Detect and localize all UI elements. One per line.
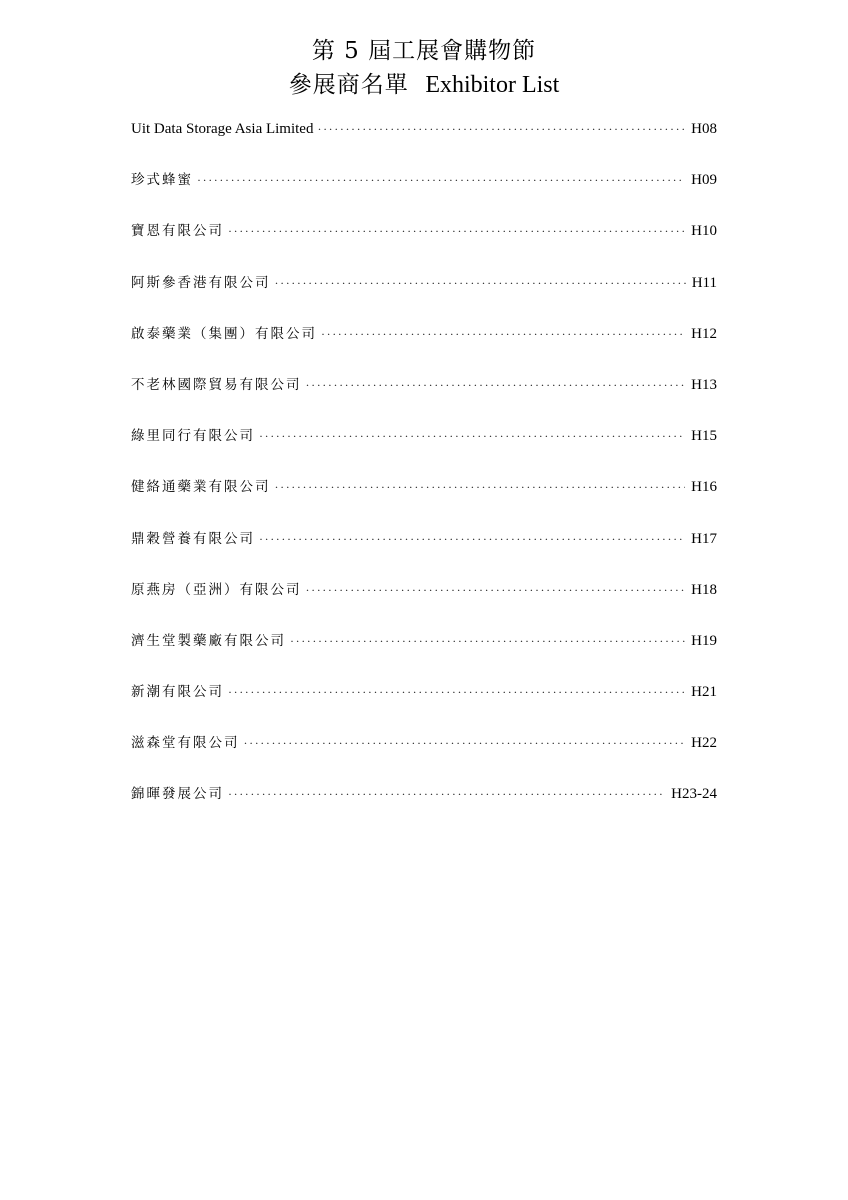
exhibitor-name: 鼎穀營養有限公司 bbox=[131, 530, 255, 547]
exhibitor-name: 不老林國際貿易有限公司 bbox=[131, 376, 302, 393]
exhibitor-row bbox=[131, 630, 717, 681]
exhibitor-row bbox=[131, 476, 717, 527]
booth-number: H16 bbox=[691, 479, 717, 496]
dot-leader bbox=[259, 425, 685, 447]
dot-leader bbox=[317, 118, 685, 140]
exhibitor-row bbox=[131, 681, 717, 732]
exhibitor-row bbox=[131, 169, 717, 220]
exhibitor-row bbox=[131, 220, 717, 271]
dot-leader bbox=[228, 220, 685, 242]
dot-leader bbox=[197, 169, 685, 191]
booth-number: H15 bbox=[691, 428, 717, 445]
exhibitor-name: 原燕房（亞洲）有限公司 bbox=[131, 581, 302, 598]
event-title: 第 5 屆工展會購物節 bbox=[311, 38, 537, 64]
booth-number: H11 bbox=[691, 274, 717, 291]
dot-leader bbox=[259, 528, 685, 550]
exhibitor-name: 滋森堂有限公司 bbox=[131, 735, 240, 752]
dot-leader bbox=[244, 732, 686, 754]
exhibitor-name: 錦暉發展公司 bbox=[131, 786, 224, 803]
booth-number: H08 bbox=[691, 121, 717, 137]
exhibitor-name: Uit Data Storage Asia Limited bbox=[131, 121, 314, 137]
dot-leader bbox=[321, 323, 685, 345]
exhibitor-name: 啟泰藥業（集團）有限公司 bbox=[131, 325, 317, 342]
exhibitor-name: 濟生堂製藥廠有限公司 bbox=[131, 632, 286, 649]
dot-leader bbox=[306, 374, 686, 396]
booth-number: H19 bbox=[691, 632, 717, 649]
booth-number: H21 bbox=[691, 684, 717, 701]
list-title bbox=[0, 68, 848, 102]
exhibitor-row bbox=[131, 118, 717, 169]
exhibitor-name: 珍式蜂蜜 bbox=[131, 172, 193, 189]
booth-number: H18 bbox=[691, 581, 717, 598]
exhibitor-row bbox=[131, 783, 717, 834]
booth-number: H10 bbox=[691, 223, 717, 240]
booth-number: H13 bbox=[691, 376, 717, 393]
title-block bbox=[0, 34, 848, 102]
exhibitor-name: 健絡通藥業有限公司 bbox=[131, 479, 271, 496]
exhibitor-row bbox=[131, 579, 717, 630]
exhibitor-row bbox=[131, 272, 717, 323]
exhibitor-name: 阿斯參香港有限公司 bbox=[131, 274, 271, 291]
exhibitor-name: 寶恩有限公司 bbox=[131, 223, 224, 240]
dot-leader bbox=[275, 272, 686, 294]
exhibitor-row bbox=[131, 425, 717, 476]
list-title-english: Exhibitor List bbox=[425, 72, 560, 98]
exhibitor-name: 綠里同行有限公司 bbox=[131, 428, 255, 445]
exhibitor-name: 新潮有限公司 bbox=[131, 684, 224, 701]
dot-leader bbox=[275, 476, 686, 498]
list-title-chinese: 參展商名單 bbox=[288, 72, 409, 98]
exhibitor-row bbox=[131, 374, 717, 425]
exhibitor-list bbox=[131, 118, 717, 835]
dot-leader bbox=[306, 579, 686, 601]
booth-number: H17 bbox=[691, 530, 717, 547]
dot-leader bbox=[290, 630, 685, 652]
exhibitor-row bbox=[131, 528, 717, 579]
booth-number: H09 bbox=[691, 172, 717, 189]
dot-leader bbox=[228, 681, 685, 703]
booth-number: H22 bbox=[691, 735, 717, 752]
booth-number: H12 bbox=[691, 325, 717, 342]
booth-number: H23-24 bbox=[671, 786, 717, 803]
exhibitor-row bbox=[131, 732, 717, 783]
dot-leader bbox=[228, 783, 665, 805]
exhibitor-row bbox=[131, 323, 717, 374]
